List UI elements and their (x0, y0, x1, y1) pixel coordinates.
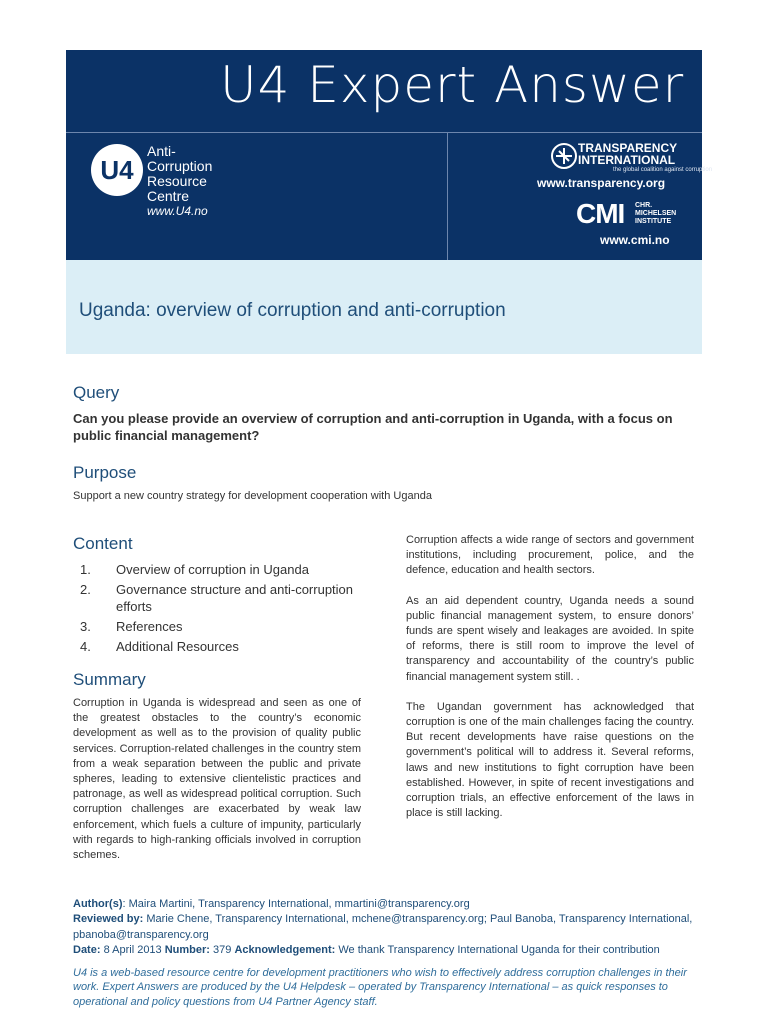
ti-name (578, 142, 677, 166)
summary-text: Corruption in Uganda is widespread and seen as one of the greatest obstacles to the country’s economic development as well as to the provision of quality public services. Corruption-related challenges in the country stem from a weak separation between the public and private spheres, leading to extensive clientelistic practices and patronage, as well as widespread political corruption. Such corruption challenges are exacerbated by weak law enforcement, which fuels a culture of impunity, particularly with regards to high-ranking officials involved in corruption schemes. (73, 697, 361, 862)
u4-logo-text: U4 (100, 155, 134, 185)
purpose-text: Support a new country strategy for development cooperation with Uganda (73, 490, 432, 502)
body-paragraph: Corruption affects a wide range of sectors and government institutions, including procurement, police, and the defence, education and health sectors. (406, 534, 694, 577)
cmi-name (635, 202, 676, 226)
purpose-heading: Purpose (73, 463, 137, 482)
u4-name (147, 144, 212, 219)
acknowledgement-value: We thank Transparency International Uganda for their contribution (335, 944, 660, 957)
number-label: Number: (164, 944, 210, 957)
reviewers-line (73, 912, 703, 943)
header-divider-horizontal (66, 132, 702, 133)
u4-name-line: Centre (147, 188, 190, 204)
body-paragraph: As an aid dependent country, Uganda needs a sound public financial management system, to ensure donors’ funds are spent wisely and leakages are avoided. In spite of reforms, there is still room to improve the level of transparency and accountability of the country’s public financial management system still. . (406, 594, 694, 683)
content-list-item (73, 638, 363, 655)
authors-value: : Maira Martini, Transparency International, mmartini@transparency.org (122, 898, 470, 910)
transparency-international-logo-icon (550, 142, 578, 170)
cmi-name-line: INSTITUTE (635, 218, 672, 225)
u4-name-line: Resource (147, 173, 207, 189)
footer-note: U4 is a web-based resource centre for development practitioners who wish to effectively address corruption challenges in their work. Expert Answers are produced by the U4 Helpdesk – operated by Transparency International – as quick responses to operational and policy questions from U4 Partner Agency staff. (73, 967, 687, 1008)
authors-label: Author(s) (73, 898, 123, 910)
header-divider-vertical (447, 132, 448, 260)
right-column (406, 533, 694, 836)
content-item-label: Governance structure and anti-corruption efforts (116, 582, 354, 614)
cmi-logo: CMI (576, 198, 625, 229)
u4-url: www.U4.no (147, 204, 208, 218)
content-list-item (73, 581, 363, 615)
content-list-item (73, 561, 363, 578)
date-label: Date: (73, 944, 101, 957)
date-value: 8 April 2013 (100, 944, 165, 957)
authors-line (73, 897, 703, 912)
reviewed-label: Reviewed by: (73, 913, 144, 926)
body-paragraph: The Ugandan government has acknowledged that corruption is one of the main challenges facing the country. But recent developments have raise questions on the government’s political will to address it. Several reforms, laws and new institutions to fight corruption have been established. However, in spite of recent investigations and corruption trials, an effective enforcement of the laws in place is still lacking. (406, 700, 694, 820)
u4-name-line: Corruption (147, 158, 213, 174)
date-line (73, 943, 703, 958)
header-title: U4 Expert Answer (220, 56, 685, 114)
content-item-number: 4. (80, 639, 91, 654)
content-item-label: Additional Resources (116, 639, 239, 654)
u4-logo-icon (90, 143, 144, 197)
document-title: Uganda: overview of corruption and anti-corruption (79, 300, 506, 321)
content-item-label: References (116, 619, 183, 634)
ti-name-line: TRANSPARENCY (578, 141, 678, 155)
acknowledgement-label: Acknowledgement: (234, 944, 336, 957)
content-item-number: 1. (80, 562, 91, 577)
cmi-name-line: MICHELSEN (635, 210, 677, 217)
ti-tagline: the global coalition against corruption (613, 167, 713, 173)
summary-heading: Summary (73, 670, 146, 689)
ti-name-line: INTERNATIONAL (578, 153, 676, 167)
cmi-name-line: CHR. (635, 202, 653, 209)
ti-url-link[interactable]: www.transparency.org (537, 176, 666, 190)
document-metadata (73, 897, 703, 959)
content-item-label: Overview of corruption in Uganda (116, 562, 309, 577)
content-list-item (73, 618, 363, 635)
content-item-number: 3. (80, 619, 91, 634)
content-item-number: 2. (80, 582, 91, 597)
query-heading: Query (73, 383, 120, 402)
query-text: Can you please provide an overview of corruption and anti-corruption in Uganda, with a focus on public financial management? (73, 411, 673, 443)
reviewed-value: Marie Chene, Transparency International, mchene@transparency.org; Paul Banoba, Transparency International, pbanoba@transparency.org (73, 913, 693, 941)
number-value: 379 (209, 944, 235, 957)
cmi-url-link[interactable]: www.cmi.no (600, 233, 670, 247)
content-heading: Content (73, 534, 133, 553)
content-list (73, 561, 363, 658)
report-header (66, 50, 713, 260)
title-band (66, 260, 702, 354)
u4-name-line: Anti- (147, 143, 176, 159)
